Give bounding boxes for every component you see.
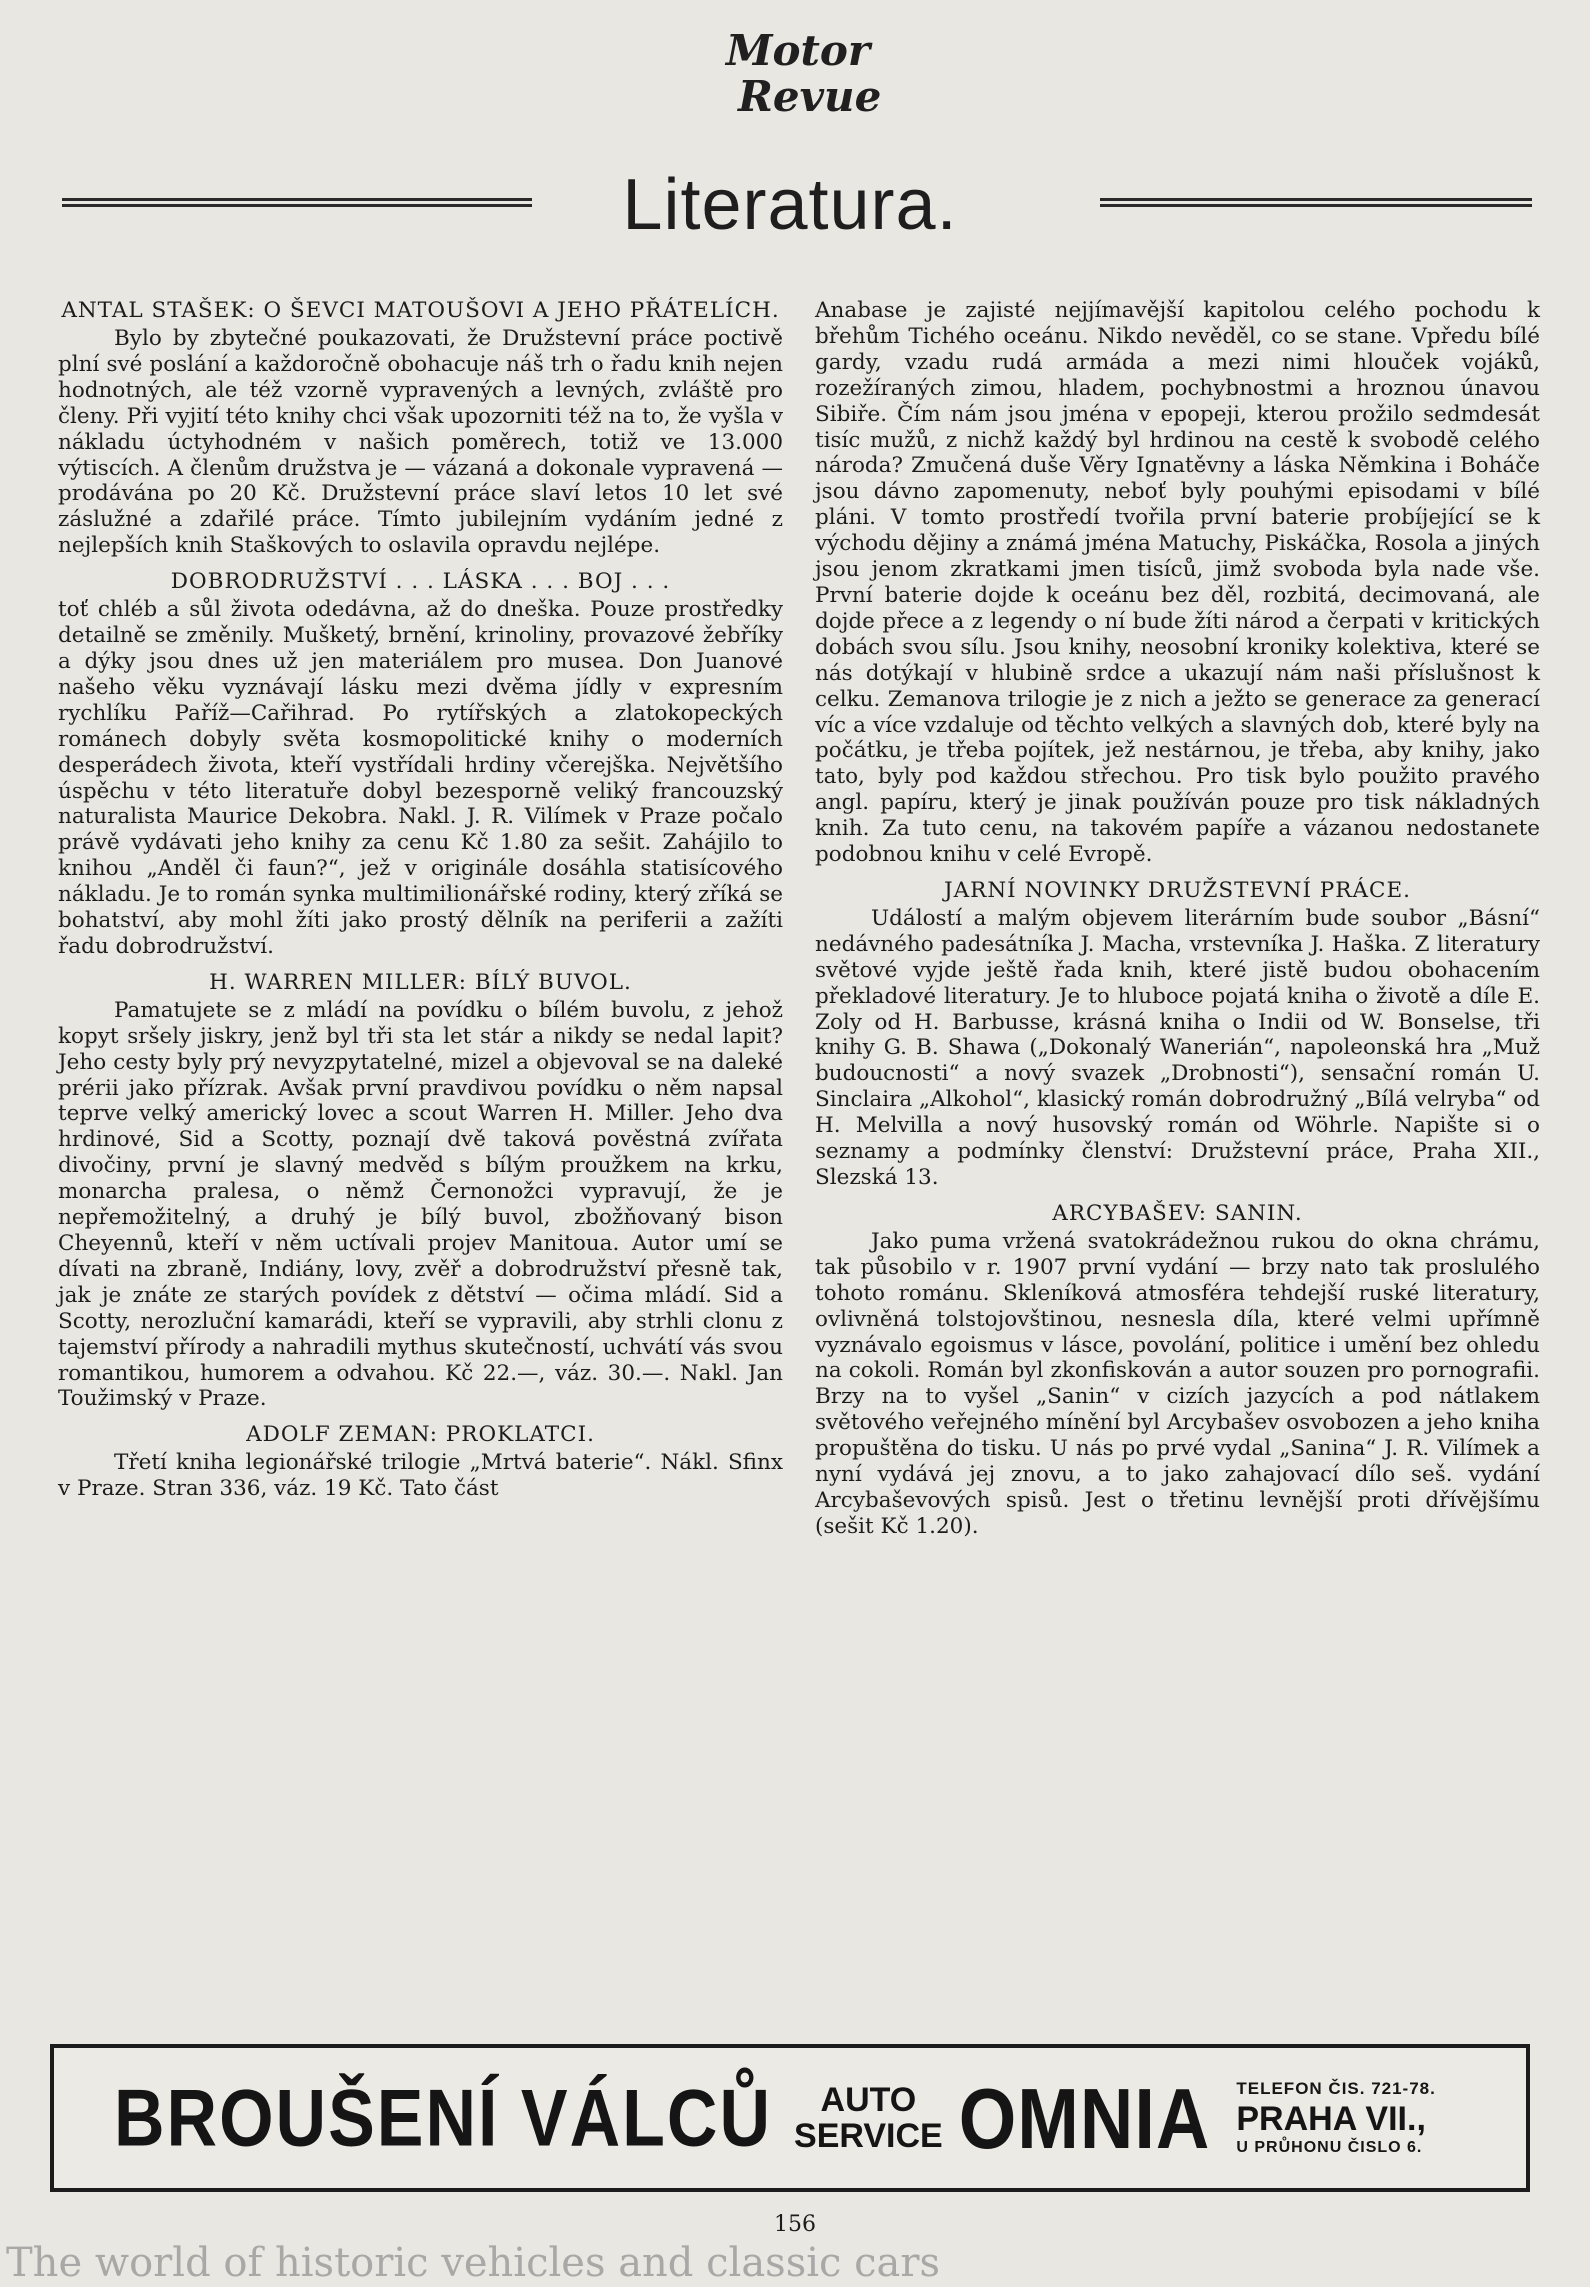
page-number: 156 (774, 2212, 816, 2237)
left-column (58, 298, 783, 1502)
article-heading-sanin: ARCYBAŠEV: SANIN. (1052, 1200, 1303, 1226)
article-heading-dobrodruzstvi: DOBRODRUŽSTVÍ . . . LÁSKA . . . BOJ . . . (170, 569, 671, 595)
title-rule-right (1100, 198, 1532, 213)
ad-contact (1236, 2079, 1436, 2157)
article-heading-stasek: ANTAL STAŠEK: O ŠEVCI MATOUŠOVI A JEHO PŘÁTELÍCH. (61, 298, 780, 323)
ad-service-label: SERVICE (794, 2117, 943, 2155)
ad-headline: BROUŠENÍ VÁLCŮ (114, 2073, 773, 2163)
logo-line-2: Revue (738, 72, 882, 121)
section-title: Literatura. (622, 165, 958, 245)
right-column (815, 298, 1540, 1540)
ad-street: U PRŮHONU ČISLO 6. (1236, 2139, 1423, 2156)
ad-brand: OMNIA (958, 2070, 1211, 2166)
article-text-miller: Pamatujete se z mládí na povídku o bílém buvolu, z jehož kopyt sršely jiskry, jenž byl tři sta let stár a nikdy se nedal lapit? Jeho cesty byly prý nevyzpytatelné, mizel a objevoval se na daleké prérii jako přízrak. Avšak první pravdivou povídku o něm napsal teprve velký americký lovec a scout Warren H. Miller. Jeho dva hrdinové, Sid a Scotty, poznají dvě taková pověstná zvířata divočiny, první je slavný medvěd s bílým proužkem na krku, monarcha pralesa, o němž Černonožci vypravují, že je nepřemožitelný, a druhý je bílý buvol, zbožňovaný bison Cheyennů, kteří v něm uctívali projev Manitoua. Autor umí se dívati na zbraně, Indiány, lovy, zvěř a dobrodružství přesně tak, jak je znáte ze starých povídek z dětství — očima mládí. Sid a Scotty, nerozluční kamarádi, kteří se vypravili, aby strhli clonu z tajemství přírody a nahradili mythus skutečností, uchvátí vás svou romantikou, humorem a odvahou. Kč 22.—, váz. 30.—. Nakl. Jan Toužimský v Praze. (58, 997, 783, 1412)
article-text-zeman: Třetí kniha legionářské trilogie „Mrtvá baterie“. Nákl. Sfinx v Praze. Stran 336, váz. 19 Kč. Tato část (58, 1450, 783, 1502)
advertisement-banner (50, 2044, 1530, 2192)
ad-auto-label: AUTO (820, 2081, 917, 2119)
article-heading-jarni-novinky: JARNÍ NOVINKY DRUŽSTEVNÍ PRÁCE. (944, 877, 1411, 903)
watermark-text: The world of historic vehicles and classic cars (6, 2240, 941, 2286)
ad-city: PRAHA VII., (1236, 2100, 1426, 2138)
article-text-stasek: Bylo by zbytečné poukazovati, že Družstevní práce poctivě plní své poslání a každoročně obohacuje náš trh o řadu knih nejen hodnotných, ale též vzorně vypravených a levných, zvláště pro členy. Při vyjití této knihy chci však upozorniti též na to, že vyšla v nákladu úctyhodném v našich poměrech, totiž ve 13.000 výtiscích. A členům družstva je — vázaná a dokonale vypravená — prodávána po 20 Kč. Družstevní práce slaví letos 10 let své záslužné a zdařilé práce. Tímto jubilejním vydáním jedné z nejlepších knih Staškových to oslavila opravdu nejlépe. (58, 326, 783, 559)
article-text-sanin: Jako puma vržená svatokrádežnou rukou do okna chrámu, tak působilo v r. 1907 první vydání — brzy nato tak proslulého tohoto románu. Skleníková atmosféra tehdejší ruské literatury, ovlivněná tolstojovštinou, nesnesla díla, které velmi upřímně vyznávalo egoismus v lásce, povolání, politice i umění bez ohledu na cokoli. Román byl zkonfiskován a autor souzen pro pornografii. Brzy na to vyšel „Sanin“ v cizích jazycích a pod nátlakem světového veřejného mínění byl Arcybašev osvobozen a jeho kniha propuštěna do tisku. U nás po prvé vydal „Sanina“ J. R. Vilímek a nyní vydává jej znovu, a to jako zahajovací dílo seš. vydání Arcybaševových spisů. Jest o třetinu levnější proti dřívějšímu (sešit Kč 1.20). (815, 1228, 1540, 1539)
magazine-logo (718, 26, 882, 121)
article-text-jarni-novinky: Událostí a malým objevem literárním bude soubor „Básní“ nedávného padesátníka J. Macha, vrstevníka J. Haška. Z literatury světové vyjde ještě řada knih, které jistě budou obohacením překladové literatury. Je to hluboce pojatá kniha o životě a díle E. Zoly od H. Barbusse, krásná kniha o Indii od W. Bonselse, tři knihy G. B. Shawa („Dokonalý Wanerián“, napoleonská hra „Muž budoucnosti“ a nový svazek „Drobnosti“), sensační román U. Sinclaira „Alkohol“, klasický román dobrodružný „Bílá velryba“ od H. Melvilla a nový husovský román od Wöhrle. Napište si o seznamy a podmínky členství: Družstevní práce, Praha XII., Slezská 13. (815, 905, 1540, 1190)
logo-line-1: Motor (725, 26, 871, 75)
title-rule-left (62, 198, 532, 213)
article-text-dobrodruzstvi: toť chléb a sůl života odedávna, až do dneška. Pouze prostředky detailně se změnily. Mušketý, brnění, krinoliny, provazové žebříky a dýky jsou dnes už jen materiálem pro musea. Don Juanové našeho věku vyznávají lásku mezi dvěma jídly v expresním rychlíku Paříž—Cařihrad. Po rytířských a zlatokopeckých románech dobyly světa kosmopolitické knihy o moderních desperádech života, kteří vystřídali hrdiny včerejška. Největšího úspěchu v této literatuře dobyl bezesporně veliký francouzský naturalista Maurice Dekobra. Nakl. J. R. Vilímek v Praze počalo právě vydávati jeho knihy za cenu Kč 1.80 za sešit. Zahájilo to knihou „Anděl či faun?“, jež v originále dosáhla statisícového nákladu. Je to román synka multimilionářské rodiny, který zříká se bohatství, aby mohl žíti jako prostý dělník na periferii a zažíti řadu dobrodružství. (58, 597, 783, 959)
ad-auto-service (794, 2082, 943, 2154)
ad-phone: TELEFON ČIS. 721-78. (1236, 2079, 1436, 2098)
article-heading-zeman: ADOLF ZEMAN: PROKLATCI. (246, 1422, 595, 1448)
article-heading-miller: H. WARREN MILLER: BÍLÝ BUVOL. (209, 969, 632, 995)
article-text-zeman-continued: Anabase je zajisté nejjímavější kapitolou celého pochodu k břehům Tichého oceánu. Nikdo nevěděl, co se stane. Vpředu bílé gardy, vzadu rudá armáda a mezi nimi hlouček vojáků, rozežíraných zimou, hladem, pochybnostmi a hroznou únavou Sibiře. Čím nám jsou jména v epopeji, kterou prožilo sedmdesát tisíc mužů, z nichž každý byl hrdinou na cestě k svobodě celého národa? Zmučená duše Věry Ignatěvny a láska Němkina i Boháče jsou dávno zapomenuty, neboť byly pouhými episodami v bílé pláni. V tomto prostředí tvořila první baterie probíjející se k východu dějiny a známá jména Matuchy, Piskáčka, Rosola a jiných jsou jenom zkratkami jmen tisíců, jimž svoboda byla nade vše. První baterie dojde k oceánu bez děl, rozbitá, decimovaná, ale dojde přece a z legendy o ní bude žíti národ a čerpati v kritických dobách svou sílu. Jsou knihy, neosobní kroniky kolektiva, které se nás dotýkají v hlubině srdce a ukazují nám naši příslušnost k celku. Zemanova trilogie je z nich a ježto se generace za generací víc a více vzdaluje od těchto velkých a slavných dob, které byly na počátku, je třeba pojítek, jež nestárnou, je třeba, aby knihy, jako tato, byly pod každou střechou. Pro tisk bylo použito pravého angl. papíru, který je jinak používán pouze pro tisk nákladných knih. Za tuto cenu, na takovém papíře a vázanou nedostanete podobnou knihu v celé Evropě. (815, 298, 1540, 868)
